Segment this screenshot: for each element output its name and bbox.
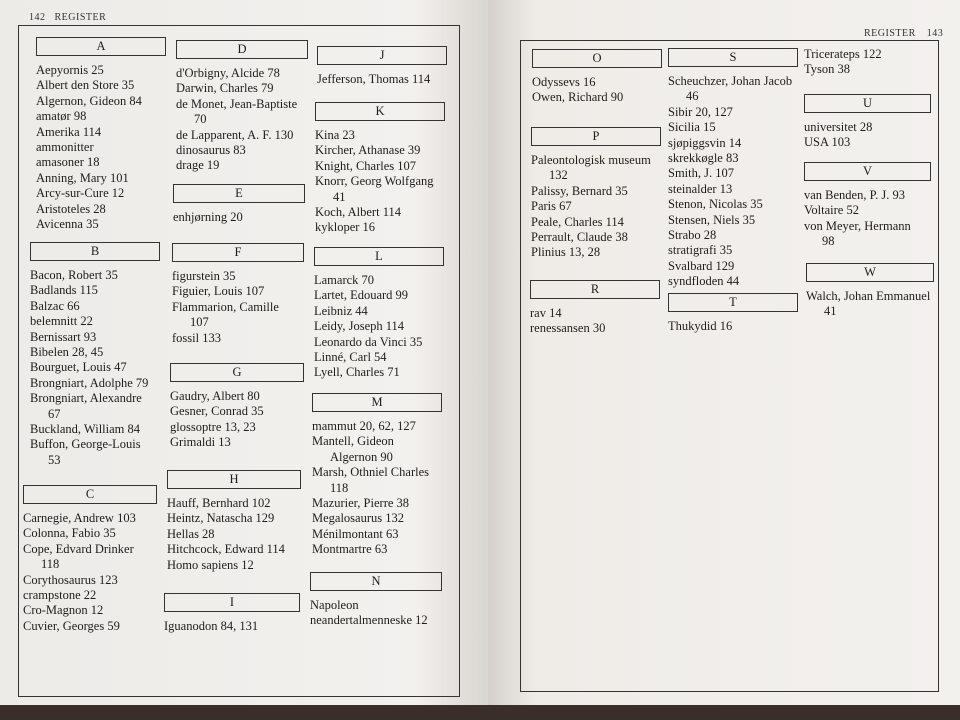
index-entry: Hellas 28	[167, 526, 215, 541]
section-t-continued	[804, 47, 882, 78]
index-entry: sjøpiggsvin 14	[668, 135, 742, 150]
index-entry: Scheuchzer, Johan Jacob	[668, 74, 793, 88]
index-entry: Lamarck 70	[314, 273, 375, 287]
index-entry: Hitchcock, Edward 114	[167, 542, 285, 557]
index-entry: Colonna, Fabio 35	[23, 526, 116, 541]
index-entry: kykloper 16	[315, 220, 376, 235]
section-a	[36, 37, 166, 232]
index-entry: skrekkøgle 83	[668, 151, 739, 166]
right-page-header	[864, 28, 943, 39]
section-c	[23, 485, 157, 634]
letter-box-h: H	[167, 470, 301, 489]
index-entry: Lyell, Charles 71	[314, 365, 400, 380]
letter-box-g: G	[170, 363, 304, 382]
letter-box-n: N	[310, 572, 442, 591]
letter-box-b: B	[30, 242, 160, 261]
section-o	[532, 49, 662, 106]
index-entry: Strabo 28	[668, 228, 717, 243]
index-entry: Avicenna 35	[36, 217, 99, 232]
index-entry: Darwin, Charles 79	[176, 81, 274, 96]
index-entry: Voltaire 52	[804, 203, 859, 218]
index-entry: Bibelen 28, 45	[30, 345, 104, 360]
letter-box-m: M	[312, 393, 442, 412]
index-entry: Aristoteles 28	[36, 201, 106, 216]
letter-box-f: F	[172, 243, 304, 262]
index-entry: neandertalmenneske 12	[310, 613, 428, 628]
section-t	[668, 293, 798, 334]
index-entry: Stenon, Nicolas 35	[668, 197, 763, 212]
index-entry: Leonardo da Vinci 35	[314, 334, 423, 349]
index-entry: Mantell, Gideon	[312, 434, 394, 449]
index-entry: Grimaldi 13	[170, 435, 231, 450]
section-n	[310, 572, 442, 629]
index-entry: universitet 28	[804, 120, 873, 134]
index-entry: drage 19	[176, 158, 220, 173]
index-entry: Walch, Johan Emmanuel	[806, 289, 931, 303]
index-entry: Leibniz 44	[314, 303, 368, 318]
index-entry: Smith, J. 107	[668, 166, 734, 181]
index-entry: de Lapparent, A. F. 130	[176, 127, 294, 142]
index-entry: Aepyornis 25	[36, 63, 104, 77]
index-entry: Kircher, Athanase 39	[315, 143, 421, 158]
index-entry: Kina 23	[315, 128, 355, 142]
index-entry: Cope, Edvard Drinker	[23, 541, 134, 556]
section-l	[314, 247, 444, 381]
index-entry: Tricerateps 122	[804, 47, 882, 61]
index-entry: Perrault, Claude 38	[531, 230, 628, 245]
index-entry: Odyssevs 16	[532, 75, 596, 89]
right-page-number: 143	[926, 28, 944, 39]
index-entry: renessansen 30	[530, 321, 606, 336]
letter-box-r: R	[530, 280, 660, 299]
index-entry: stratigrafi 35	[668, 243, 733, 258]
index-entry: ammonitter	[36, 140, 94, 155]
left-page	[0, 0, 488, 705]
index-entry: Balzac 66	[30, 298, 80, 313]
section-m	[312, 393, 442, 558]
index-entry: Ménilmontant 63	[312, 526, 399, 541]
letter-box-k: K	[315, 102, 445, 121]
index-entry: Buffon, George-Louis	[30, 437, 141, 452]
index-entry: Peale, Charles 114	[531, 214, 624, 229]
left-page-number: 142	[29, 12, 46, 23]
index-entry: Napoleon	[310, 598, 359, 612]
section-v	[804, 162, 931, 250]
index-entry: Iguanodon 84, 131	[164, 619, 259, 633]
section-s	[668, 48, 798, 290]
index-entry: Brongniart, Adolphe 79	[30, 375, 149, 390]
index-entry: Heintz, Natascha 129	[167, 511, 275, 526]
index-entry: Tyson 38	[804, 62, 851, 77]
letter-box-p: P	[531, 127, 661, 146]
index-entry: amatør 98	[36, 109, 87, 124]
index-entry: Stensen, Niels 35	[668, 212, 756, 227]
index-entry: rav 14	[530, 306, 562, 320]
index-entry: mammut 20, 62, 127	[312, 419, 416, 433]
index-entry: 46	[686, 89, 699, 104]
index-entry: 67	[48, 406, 61, 421]
index-entry: Brongniart, Alexandre	[30, 391, 142, 406]
index-entry: fossil 133	[172, 330, 221, 345]
index-entry: glossoptre 13, 23	[170, 419, 256, 434]
index-entry: Cuvier, Georges 59	[23, 618, 120, 633]
index-entry: Koch, Albert 114	[315, 205, 401, 220]
index-entry: Knorr, Georg Wolfgang	[315, 174, 434, 189]
index-entry: Arcy-sur-Cure 12	[36, 186, 125, 201]
index-entry: 118	[330, 480, 349, 495]
index-entry: Thukydid 16	[668, 319, 733, 333]
letter-box-w: W	[806, 263, 934, 282]
index-entry: figurstein 35	[172, 269, 236, 283]
section-i	[164, 593, 300, 634]
index-entry: Amerika 114	[36, 124, 102, 139]
section-k	[315, 102, 445, 236]
section-p	[531, 127, 661, 261]
index-entry: crampstone 22	[23, 588, 97, 603]
index-entry: Sibir 20, 127	[668, 104, 733, 119]
index-entry: Carnegie, Andrew 103	[23, 511, 136, 525]
letter-box-a: A	[36, 37, 166, 56]
index-entry: d'Orbigny, Alcide 78	[176, 66, 280, 80]
letter-box-t: T	[668, 293, 798, 312]
index-entry: 53	[48, 452, 61, 467]
index-entry: 98	[822, 234, 835, 249]
index-entry: Bernissart 93	[30, 329, 97, 344]
index-entry: amasoner 18	[36, 155, 100, 170]
index-entry: Svalbard 129	[668, 258, 735, 273]
letter-box-u: U	[804, 94, 931, 113]
section-j	[317, 46, 447, 87]
letter-box-d: D	[176, 40, 308, 59]
letter-box-j: J	[317, 46, 447, 65]
index-entry: Palissy, Bernard 35	[531, 183, 628, 198]
index-entry: Marsh, Othniel Charles	[312, 465, 429, 480]
index-entry: Jefferson, Thomas 114	[317, 72, 431, 86]
index-entry: 107	[190, 315, 209, 330]
section-w	[806, 263, 934, 320]
index-entry: Paris 67	[531, 199, 572, 214]
index-entry: de Monet, Jean-Baptiste	[176, 96, 298, 111]
index-entry: Owen, Richard 90	[532, 90, 624, 105]
index-entry: Corythosaurus 123	[23, 572, 118, 587]
index-entry: Bourguet, Louis 47	[30, 360, 127, 375]
index-entry: 41	[824, 304, 837, 319]
index-entry: Flammarion, Camille	[172, 299, 279, 314]
index-entry: dinosaurus 83	[176, 143, 246, 158]
index-entry: Buckland, William 84	[30, 422, 141, 437]
index-entry: syndfloden 44	[668, 274, 740, 289]
index-entry: Lartet, Edouard 99	[314, 288, 409, 303]
index-entry: USA 103	[804, 135, 851, 150]
index-entry: enhjørning 20	[173, 210, 243, 224]
left-page-title: REGISTER	[54, 12, 107, 23]
index-entry: steinalder 13	[668, 181, 733, 196]
index-entry: Bacon, Robert 35	[30, 268, 118, 282]
index-entry: Anning, Mary 101	[36, 170, 129, 185]
index-entry: Algernon, Gideon 84	[36, 93, 142, 108]
section-u	[804, 94, 931, 151]
index-entry: Homo sapiens 12	[167, 557, 254, 572]
index-entry: Hauff, Bernhard 102	[167, 496, 271, 510]
section-g	[170, 363, 304, 451]
left-page-header	[29, 12, 106, 23]
index-entry: Knight, Charles 107	[315, 158, 417, 173]
index-entry: Figuier, Louis 107	[172, 284, 265, 299]
section-e	[173, 184, 305, 225]
letter-box-e: E	[173, 184, 305, 203]
section-f	[172, 243, 304, 346]
index-entry: Sicilia 15	[668, 120, 716, 135]
letter-box-o: O	[532, 49, 662, 68]
index-entry: belemnitt 22	[30, 314, 93, 329]
right-page	[488, 0, 960, 705]
index-entry: Albert den Store 35	[36, 78, 135, 93]
section-r	[530, 280, 660, 337]
index-entry: Gesner, Conrad 35	[170, 404, 264, 419]
index-entry: Linné, Carl 54	[314, 350, 387, 365]
index-entry: Cro-Magnon 12	[23, 603, 104, 618]
index-entry: Montmartre 63	[312, 542, 388, 557]
index-entry: von Meyer, Hermann	[804, 218, 911, 233]
index-entry: Leidy, Joseph 114	[314, 319, 405, 334]
letter-box-v: V	[804, 162, 931, 181]
index-entry: 132	[549, 168, 568, 183]
right-page-title: REGISTER	[864, 28, 916, 39]
index-entry: van Benden, P. J. 93	[804, 188, 906, 202]
index-entry: Plinius 13, 28	[531, 245, 601, 260]
section-h	[167, 470, 301, 573]
letter-box-c: C	[23, 485, 157, 504]
index-entry: 70	[194, 112, 207, 127]
index-entry: Gaudry, Albert 80	[170, 389, 260, 403]
letter-box-s: S	[668, 48, 798, 67]
section-d	[176, 40, 308, 174]
index-entry: 41	[333, 189, 346, 204]
index-entry: Paleontologisk museum	[531, 153, 651, 167]
index-entry: Algernon 90	[330, 449, 393, 464]
letter-box-l: L	[314, 247, 444, 266]
letter-box-i: I	[164, 593, 300, 612]
index-entry: Megalosaurus 132	[312, 511, 404, 526]
index-entry: Badlands 115	[30, 283, 98, 298]
index-entry: 118	[41, 557, 60, 572]
index-entry: Mazurier, Pierre 38	[312, 496, 410, 511]
section-b	[30, 242, 160, 468]
